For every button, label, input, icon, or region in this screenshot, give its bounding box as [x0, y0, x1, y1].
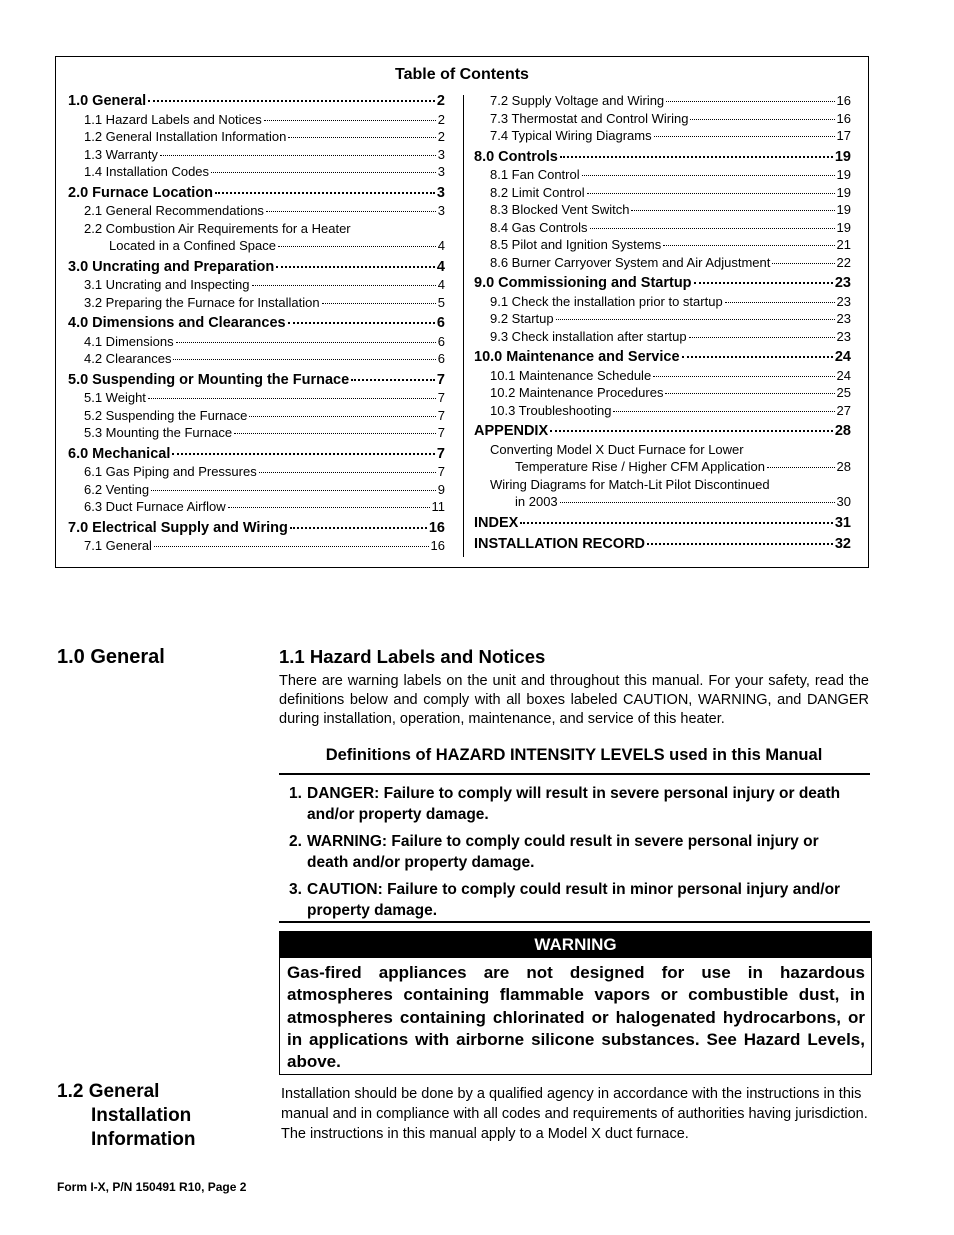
- toc-section-entry: [68, 185, 445, 204]
- toc-title: Table of Contents: [395, 66, 529, 83]
- toc-dot-leader: [663, 245, 834, 246]
- toc-subsection-entry: [474, 403, 851, 421]
- definition-number: 2.: [289, 833, 302, 850]
- definition-warning: [289, 832, 864, 873]
- toc-right-column: [474, 93, 851, 555]
- toc-dot-leader: [259, 472, 436, 473]
- toc-subsection-entry: [68, 129, 445, 147]
- toc-subsection-entry: [474, 220, 851, 238]
- toc-section-entry: [474, 423, 851, 442]
- toc-dot-leader: [148, 398, 436, 399]
- toc-page-number: 24: [834, 349, 851, 365]
- heading-line: Installation: [91, 1105, 192, 1126]
- toc-section-entry: [474, 149, 851, 168]
- toc-dot-leader: [278, 246, 436, 247]
- toc-page-number: 5: [437, 294, 445, 310]
- toc-dot-leader: [725, 302, 835, 303]
- toc-page-number: 7: [437, 464, 445, 479]
- toc-subsection-entry: [68, 147, 445, 165]
- toc-entry-title: 6.3 Duct Furnace Airflow: [84, 499, 226, 514]
- toc-page-number: 2: [437, 129, 445, 144]
- toc-entry-title: 6.1 Gas Piping and Pressures: [84, 464, 257, 479]
- toc-entry-title: 10.1 Maintenance Schedule: [490, 367, 652, 383]
- toc-entry-title: 5.2 Suspending the Furnace: [84, 407, 248, 423]
- toc-page-number: 28: [836, 459, 851, 474]
- toc-dot-leader: [228, 507, 430, 508]
- section-heading-general: 1.0 General: [57, 646, 165, 668]
- toc-page-number: 7: [436, 371, 445, 388]
- toc-subsection-entry: [68, 277, 445, 295]
- toc-page-number: 16: [836, 93, 851, 108]
- toc-entry-title: 7.2 Supply Voltage and Wiring: [490, 93, 665, 108]
- definitions-list: [289, 784, 864, 928]
- toc-dot-leader: [613, 411, 834, 412]
- toc-page-number: 19: [836, 219, 851, 235]
- hazard-intro-paragraph: There are warning labels on the unit and throughout this manual. For your safety, read the definitions below and comply with all boxes labeled CAUTION, WARNING, and DANGER during installation, operation, maintenance, and service of this heater.: [279, 673, 869, 727]
- definition-danger: [289, 784, 864, 825]
- toc-subsection-entry: [68, 538, 445, 556]
- toc-entry-title: 5.0 Suspending or Mounting the Furnace: [68, 371, 350, 388]
- toc-entry-title: 8.0 Controls: [474, 148, 558, 165]
- toc-entry-title: 8.6 Burner Carryover System and Air Adjustment: [490, 254, 771, 270]
- toc-entry-title: 4.2 Clearances: [84, 351, 172, 366]
- toc-subsection-entry: [474, 477, 851, 495]
- toc-dot-leader: [666, 101, 834, 102]
- toc-subsection-entry: [68, 164, 445, 182]
- toc-section-entry: [68, 259, 445, 278]
- toc-entry-title: INDEX: [474, 514, 519, 531]
- toc-section-entry: [68, 446, 445, 465]
- toc-entry-title: 7.3 Thermostat and Control Wiring: [490, 110, 689, 126]
- toc-entry-title: 3.0 Uncrating and Preparation: [68, 258, 275, 275]
- toc-page-number: 30: [836, 494, 851, 509]
- toc-dot-leader: [351, 379, 435, 381]
- toc-entry-title: 3.1 Uncrating and Inspecting: [84, 277, 250, 292]
- toc-entry-title: 5.3 Mounting the Furnace: [84, 425, 233, 440]
- toc-dot-leader: [154, 546, 429, 547]
- toc-dot-leader: [322, 303, 436, 304]
- toc-left-column: [68, 93, 445, 556]
- toc-entry-title: Located in a Confined Space: [109, 238, 276, 253]
- toc-dot-leader: [682, 356, 833, 358]
- toc-subsection-entry: [474, 459, 851, 477]
- toc-entry-title: APPENDIX: [474, 423, 549, 439]
- toc-page-number: 7: [437, 407, 445, 423]
- toc-page-number: 23: [836, 328, 851, 344]
- toc-page-number: 23: [836, 293, 851, 309]
- heading-line: Information: [91, 1129, 196, 1150]
- toc-section-entry: [474, 536, 851, 555]
- toc-dot-leader: [252, 285, 436, 286]
- toc-page-number: 7: [437, 390, 445, 405]
- divider-rule: [279, 773, 870, 775]
- definition-number: 3.: [289, 881, 302, 898]
- toc-entry-title: 10.0 Maintenance and Service: [474, 349, 680, 365]
- heading-line: 1.2 General: [57, 1081, 160, 1102]
- warning-body: Gas-fired appliances are not designed for use in hazardous atmospheres containing flammable vapors or combustible dust, in atmospheres containing chlorinated or halogenated hydrocarbons, or in applications with airborne silicone substances. See Hazard Levels, above.: [287, 963, 865, 1072]
- toc-entry-title: 2.0 Furnace Location: [68, 184, 214, 201]
- page-footer: Form I-X, P/N 150491 R10, Page 2: [57, 1180, 247, 1194]
- toc-subsection-entry: [474, 128, 851, 146]
- toc-dot-leader: [215, 192, 435, 194]
- toc-section-entry: [474, 349, 851, 368]
- toc-dot-leader: [264, 120, 436, 121]
- toc-subsection-entry: [474, 385, 851, 403]
- toc-entry-title: Wiring Diagrams for Match-Lit Pilot Discontinued: [490, 476, 770, 492]
- toc-entry-title: 8.4 Gas Controls: [490, 219, 588, 235]
- toc-entry-title: 7.1 General: [84, 538, 152, 553]
- table-of-contents: [55, 56, 869, 568]
- toc-subsection-entry: [68, 499, 445, 517]
- subsection-heading-hazard-labels: 1.1 Hazard Labels and Notices: [279, 646, 546, 667]
- toc-page-number: 25: [836, 385, 851, 400]
- divider-rule: [279, 921, 870, 923]
- toc-dot-leader: [211, 172, 436, 173]
- toc-entry-title: 1.3 Warranty: [84, 146, 158, 162]
- toc-entry-title: 3.2 Preparing the Furnace for Installation: [84, 294, 320, 310]
- toc-subsection-entry: [68, 482, 445, 500]
- toc-entry-title: INSTALLATION RECORD: [474, 536, 646, 552]
- toc-section-entry: [474, 515, 851, 534]
- toc-page-number: 32: [834, 536, 851, 552]
- section-heading-general-installation: [57, 1080, 196, 1152]
- toc-dot-leader: [151, 490, 436, 491]
- toc-subsection-entry: [68, 351, 445, 369]
- toc-subsection-entry: [474, 494, 851, 512]
- definitions-title: Definitions of HAZARD INTENSITY LEVELS used in this Manual: [325, 746, 823, 764]
- toc-entry-title: 1.1 Hazard Labels and Notices: [84, 111, 262, 127]
- toc-page-number: 21: [836, 237, 851, 252]
- toc-entry-title: 4.0 Dimensions and Clearances: [68, 315, 286, 331]
- toc-dot-leader: [249, 416, 435, 417]
- toc-entry-title: 8.2 Limit Control: [490, 184, 585, 200]
- toc-page-number: 19: [836, 184, 851, 200]
- toc-page-number: 19: [834, 148, 851, 165]
- toc-page-number: 4: [436, 258, 445, 275]
- toc-entry-title: 4.1 Dimensions: [84, 333, 174, 349]
- installation-paragraph: Installation should be done by a qualified agency in accordance with the instructions in this manual and in compliance with all codes and requirements of authorities having jurisdiction.: [281, 1086, 868, 1122]
- toc-dot-leader: [690, 119, 834, 120]
- toc-dot-leader: [176, 342, 436, 343]
- toc-page-number: 3: [437, 164, 445, 179]
- toc-dot-leader: [590, 228, 835, 229]
- toc-page-number: 6: [437, 351, 445, 366]
- toc-page-number: 3: [437, 146, 445, 162]
- toc-page-number: 16: [430, 538, 445, 553]
- toc-subsection-entry: [474, 368, 851, 386]
- toc-entry-title: 6.2 Venting: [84, 481, 150, 497]
- toc-subsection-entry: [474, 237, 851, 255]
- toc-subsection-entry: [474, 329, 851, 347]
- toc-page-number: 19: [836, 167, 851, 182]
- toc-section-entry: [68, 372, 445, 391]
- toc-page-number: 11: [431, 499, 445, 514]
- toc-subsection-entry: [68, 112, 445, 130]
- toc-page-number: 6: [436, 315, 445, 331]
- toc-entry-title: 10.3 Troubleshooting: [490, 402, 612, 418]
- toc-subsection-entry: [68, 425, 445, 443]
- toc-entry-title: Converting Model X Duct Furnace for Lower: [490, 441, 744, 457]
- toc-dot-leader: [288, 322, 435, 324]
- toc-dot-leader: [520, 522, 833, 524]
- toc-section-entry: [474, 275, 851, 294]
- toc-subsection-entry: [474, 311, 851, 329]
- toc-subsection-entry: [68, 295, 445, 313]
- toc-page-number: 23: [834, 275, 851, 291]
- toc-subsection-entry: [474, 255, 851, 273]
- toc-page-number: 19: [836, 202, 851, 217]
- toc-entry-title: 7.4 Typical Wiring Diagrams: [490, 128, 652, 143]
- toc-dot-leader: [654, 136, 835, 137]
- toc-entry-title: 1.0 General: [68, 93, 147, 109]
- toc-dot-leader: [172, 453, 435, 455]
- toc-dot-leader: [772, 263, 834, 264]
- toc-page-number: 6: [437, 333, 445, 349]
- toc-entry-title: 1.2 General Installation Information: [84, 129, 287, 144]
- toc-page-number: 4: [437, 277, 445, 292]
- toc-page-number: 24: [836, 367, 851, 383]
- toc-page-number: 3: [437, 203, 445, 218]
- toc-dot-leader: [276, 266, 435, 268]
- toc-dot-leader: [234, 433, 436, 434]
- toc-dot-leader: [560, 156, 833, 158]
- toc-entry-title: in 2003: [515, 494, 558, 509]
- toc-subsection-entry: [68, 238, 445, 256]
- toc-subsection-entry: [474, 294, 851, 312]
- toc-page-number: 7: [436, 445, 445, 462]
- toc-dot-leader: [288, 137, 435, 138]
- toc-dot-leader: [582, 175, 835, 176]
- toc-page-number: 22: [836, 254, 851, 270]
- toc-dot-leader: [550, 430, 833, 432]
- toc-page-number: 9: [437, 481, 445, 497]
- toc-dot-leader: [160, 155, 436, 156]
- toc-entry-title: 10.2 Maintenance Procedures: [490, 385, 664, 400]
- toc-section-entry: [68, 315, 445, 334]
- toc-entry-title: 8.3 Blocked Vent Switch: [490, 202, 630, 217]
- warning-header: WARNING: [280, 932, 871, 958]
- toc-dot-leader: [694, 282, 833, 284]
- toc-page-number: 4: [437, 238, 445, 253]
- toc-page-number: 27: [836, 402, 851, 418]
- definition-number: 1.: [289, 785, 302, 802]
- toc-dot-leader: [767, 467, 835, 468]
- toc-subsection-entry: [68, 464, 445, 482]
- toc-page-number: 2: [436, 93, 445, 109]
- toc-page-number: 23: [836, 311, 851, 326]
- toc-subsection-entry: [474, 185, 851, 203]
- toc-dot-leader: [689, 337, 835, 338]
- toc-entry-title: Temperature Rise / Higher CFM Application: [515, 459, 765, 474]
- toc-page-number: 16: [836, 110, 851, 126]
- toc-page-number: 2: [437, 111, 445, 127]
- definition-text: WARNING: Failure to comply could result in severe personal injury or death and/or property damage.: [307, 833, 819, 871]
- toc-dot-leader: [173, 359, 435, 360]
- toc-subsection-entry: [68, 390, 445, 408]
- warning-box: [279, 931, 872, 1075]
- toc-subsection-entry: [474, 167, 851, 185]
- toc-subsection-entry: [68, 221, 445, 239]
- toc-subsection-entry: [68, 203, 445, 221]
- toc-page-number: 31: [834, 514, 851, 531]
- toc-page-number: 7: [437, 425, 445, 440]
- toc-dot-leader: [266, 211, 436, 212]
- toc-dot-leader: [290, 527, 427, 529]
- toc-page-number: 28: [834, 423, 851, 439]
- toc-dot-leader: [631, 210, 834, 211]
- toc-dot-leader: [665, 393, 834, 394]
- toc-subsection-entry: [474, 93, 851, 111]
- toc-subsection-entry: [68, 408, 445, 426]
- toc-dot-leader: [653, 376, 834, 377]
- toc-page-number: 17: [836, 128, 851, 143]
- toc-entry-title: 8.5 Pilot and Ignition Systems: [490, 237, 662, 252]
- toc-dot-leader: [587, 193, 835, 194]
- toc-subsection-entry: [474, 442, 851, 460]
- toc-entry-title: 6.0 Mechanical: [68, 445, 171, 462]
- installation-paragraph: The instructions in this manual apply to a Model X duct furnace.: [281, 1126, 689, 1142]
- definition-text: DANGER: Failure to comply will result in severe personal injury or death and/or property damage.: [307, 785, 841, 823]
- toc-entry-title: 9.0 Commissioning and Startup: [474, 275, 692, 291]
- toc-dot-leader: [148, 100, 435, 102]
- toc-entry-title: 9.2 Startup: [490, 311, 554, 326]
- toc-entry-title: 5.1 Weight: [84, 390, 146, 405]
- toc-page-number: 16: [428, 519, 445, 536]
- toc-dot-leader: [647, 543, 833, 545]
- toc-entry-title: 2.1 General Recommendations: [84, 203, 264, 218]
- toc-dot-leader: [556, 319, 835, 320]
- installation-info-text: [281, 1084, 871, 1144]
- toc-entry-title: 8.1 Fan Control: [490, 167, 580, 182]
- toc-entry-title: 7.0 Electrical Supply and Wiring: [68, 519, 288, 536]
- definition-text: CAUTION: Failure to comply could result in minor personal injury and/or property damage.: [307, 881, 841, 919]
- definition-caution: [289, 880, 864, 921]
- toc-divider: [463, 95, 464, 557]
- toc-entry-title: 1.4 Installation Codes: [84, 164, 210, 179]
- toc-subsection-entry: [474, 202, 851, 220]
- toc-entry-title: 2.2 Combustion Air Requirements for a Heater: [84, 220, 351, 236]
- toc-subsection-entry: [68, 334, 445, 352]
- toc-entry-title: 9.3 Check installation after startup: [490, 328, 687, 344]
- toc-section-entry: [68, 520, 445, 539]
- toc-subsection-entry: [474, 111, 851, 129]
- toc-section-entry: [68, 93, 445, 112]
- toc-dot-leader: [560, 502, 835, 503]
- toc-page-number: 3: [436, 184, 445, 201]
- toc-entry-title: 9.1 Check the installation prior to startup: [490, 293, 723, 309]
